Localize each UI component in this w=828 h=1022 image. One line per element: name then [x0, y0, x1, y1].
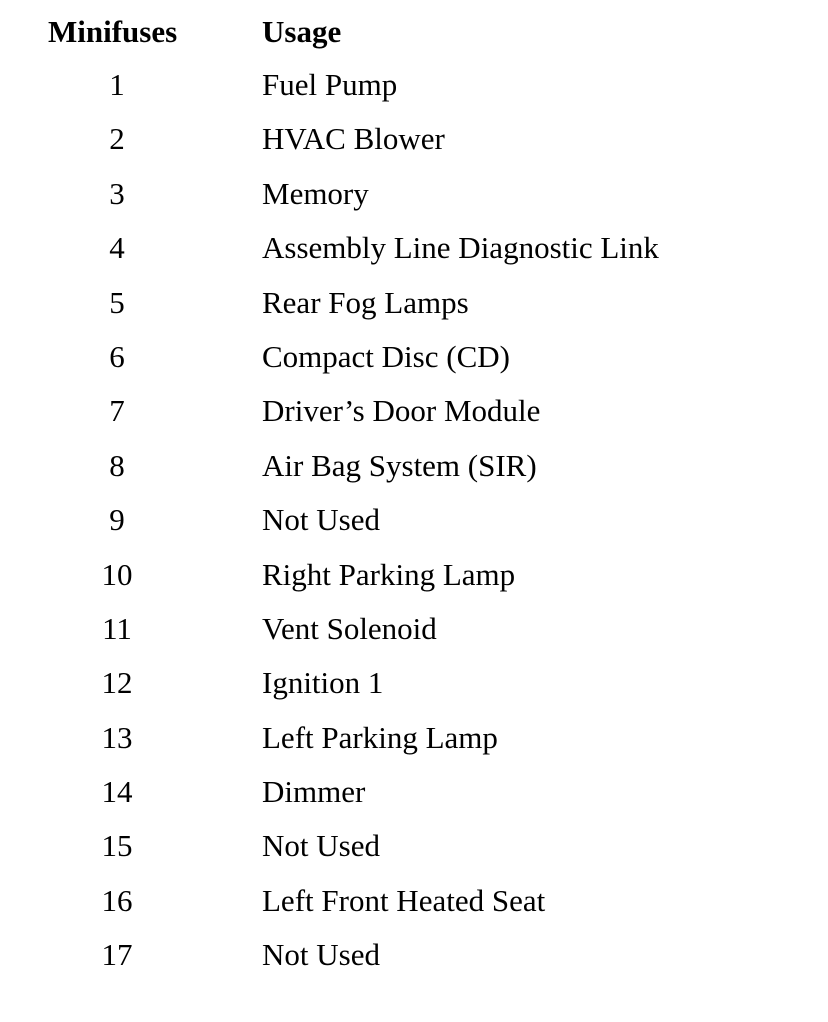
fuse-usage: Left Parking Lamp	[262, 719, 498, 755]
fuse-number: 1	[109, 67, 125, 102]
table-row	[0, 819, 828, 873]
table-row	[0, 439, 828, 493]
table-row	[0, 167, 828, 221]
fuse-usage: Not Used	[262, 502, 380, 538]
table-row	[0, 874, 828, 928]
table-row	[0, 711, 828, 765]
fuse-number: 15	[101, 828, 133, 864]
table-row	[0, 276, 828, 330]
table-row	[0, 112, 828, 166]
fuse-usage: Driver’s Door Module	[262, 393, 541, 429]
table-body	[0, 58, 828, 983]
table-row	[0, 656, 828, 710]
table-row	[0, 384, 828, 438]
fuse-number: 4	[109, 230, 125, 266]
fuse-usage: Memory	[262, 175, 369, 211]
fuse-usage: Rear Fog Lamps	[262, 284, 469, 320]
fuse-number: 5	[109, 284, 125, 320]
table-row	[0, 548, 828, 602]
fuse-usage: Assembly Line Diagnostic Link	[262, 230, 659, 266]
fuse-number: 3	[109, 175, 125, 211]
fuse-number: 8	[109, 447, 125, 483]
fuse-number: 17	[101, 937, 133, 973]
table-row	[0, 602, 828, 656]
fuse-number: 12	[101, 665, 133, 701]
column-header-usage: Usage	[262, 14, 342, 49]
table-row	[0, 221, 828, 275]
fuse-usage: HVAC Blower	[262, 121, 445, 157]
fuse-usage: Right Parking Lamp	[262, 556, 516, 592]
fuse-number: 11	[102, 610, 132, 646]
fuse-usage: Fuel Pump	[262, 67, 398, 102]
fuse-usage: Left Front Heated Seat	[262, 882, 546, 918]
fuse-usage: Vent Solenoid	[262, 610, 437, 646]
table-row	[0, 330, 828, 384]
fuse-number: 10	[101, 556, 133, 592]
table-row	[0, 58, 828, 112]
fuse-number: 14	[101, 774, 133, 810]
fuse-number: 9	[109, 502, 125, 538]
fuse-usage: Dimmer	[262, 774, 366, 810]
fuse-usage: Ignition 1	[262, 665, 384, 701]
fuse-usage: Not Used	[262, 937, 380, 973]
fuse-number: 13	[101, 719, 133, 755]
fuse-usage: Compact Disc (CD)	[262, 338, 510, 374]
column-header-minifuses: Minifuses	[48, 14, 178, 49]
table-row	[0, 928, 828, 982]
table-header-row	[0, 10, 828, 54]
fuse-number: 16	[101, 882, 133, 918]
fuse-number: 6	[109, 338, 125, 374]
fuse-usage: Not Used	[262, 828, 380, 864]
fuse-number: 2	[109, 121, 125, 157]
table-row	[0, 493, 828, 547]
fuse-usage: Air Bag System (SIR)	[262, 447, 537, 483]
fuse-number: 7	[109, 393, 125, 429]
table-row	[0, 765, 828, 819]
